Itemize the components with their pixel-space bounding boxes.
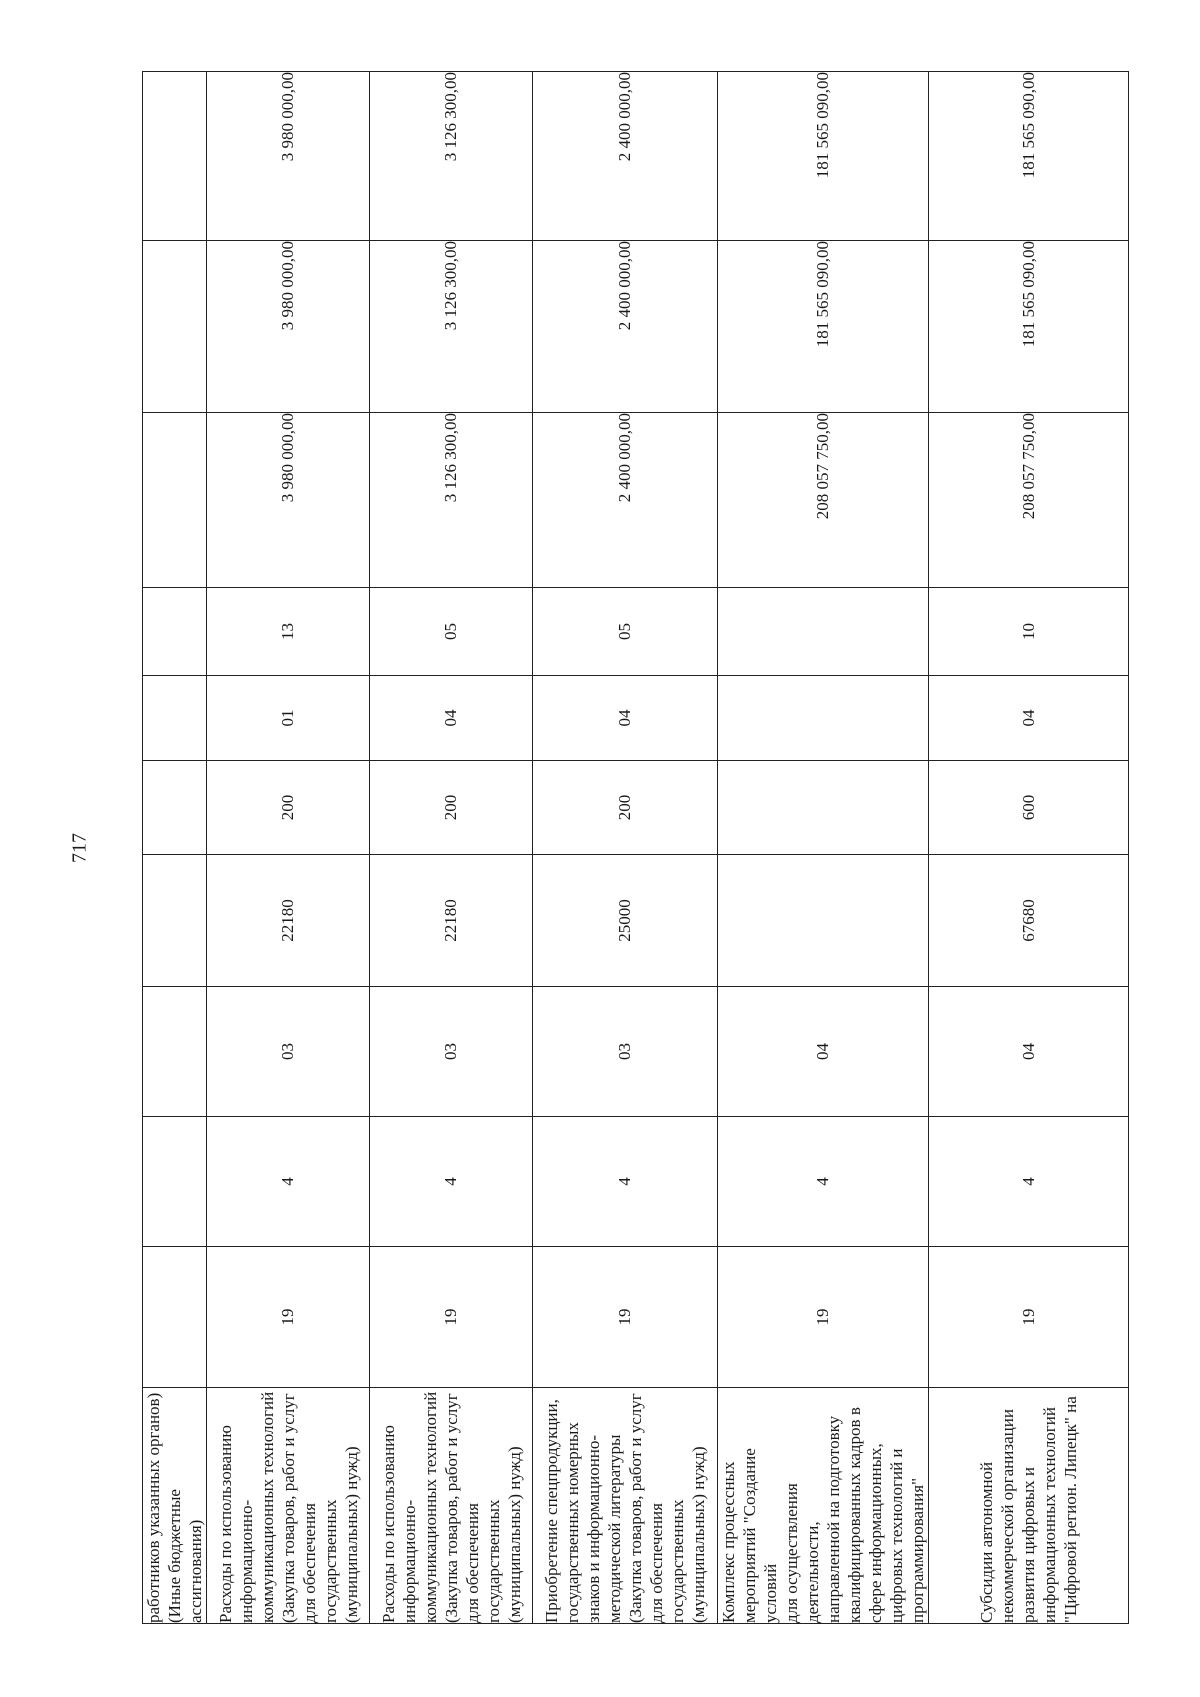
amount-year1-cell: 208 057 750,00 xyxy=(929,413,1129,588)
budget-table xyxy=(142,71,1129,1624)
subsection-code-cell: 13 xyxy=(207,588,370,676)
direction-code-cell xyxy=(143,855,207,987)
table-rotation-wrapper xyxy=(142,72,1104,1624)
expense-type-cell: 200 xyxy=(370,761,533,855)
row-name-cell: Комплекс процессных мероприятий "Создание условий для осуществления деятельности, направленной на подготовку квалифицированных кадров в сфере информационных, цифровых технологий и программирования" xyxy=(718,1388,929,1624)
table-row xyxy=(533,72,718,1624)
section-code-cell: 04 xyxy=(370,676,533,761)
row-name-cell: Приобретение спецпродукции, государственных номерных знаков и информационно- методической литературы (Закупка товаров, работ и услуг для обеспечения государственных (муниципальных) нужд) xyxy=(533,1388,718,1624)
amount-year3-cell: 3 980 000,00 xyxy=(207,72,370,241)
main-event-code-cell: 03 xyxy=(207,987,370,1117)
section-code-cell: 01 xyxy=(207,676,370,761)
expense-type-cell xyxy=(143,761,207,855)
expense-type-cell: 600 xyxy=(929,761,1129,855)
subsection-code-cell: 05 xyxy=(533,588,718,676)
row-name-cell: работников указанных органов) (Иные бюджетные ассигнования) xyxy=(143,1388,207,1624)
row-name-cell: Расходы по использованию информационно- коммуникационных технологий (Закупка товаров, работ и услуг для обеспечения государственных (муниципальных) нужд) xyxy=(370,1388,533,1624)
section-code-cell: 04 xyxy=(929,676,1129,761)
amount-year1-cell: 3 980 000,00 xyxy=(207,413,370,588)
main-event-code-cell xyxy=(143,987,207,1117)
section-code-cell: 04 xyxy=(533,676,718,761)
gp-code-cell: 19 xyxy=(929,1247,1129,1388)
pp-code-cell: 4 xyxy=(207,1117,370,1247)
main-event-code-cell: 04 xyxy=(929,987,1129,1117)
amount-year2-cell: 181 565 090,00 xyxy=(718,241,929,413)
direction-code-cell: 22180 xyxy=(207,855,370,987)
pp-code-cell: 4 xyxy=(533,1117,718,1247)
amount-year2-cell: 2 400 000,00 xyxy=(533,241,718,413)
gp-code-cell: 19 xyxy=(533,1247,718,1388)
pp-code-cell: 4 xyxy=(370,1117,533,1247)
row-name-cell: Субсидии автономной некоммерческой организации развития цифровых и информационных технологий "Цифровой регион. Липецк" на xyxy=(929,1388,1129,1624)
amount-year2-cell: 181 565 090,00 xyxy=(929,241,1129,413)
main-event-code-cell: 04 xyxy=(718,987,929,1117)
amount-year3-cell: 3 126 300,00 xyxy=(370,72,533,241)
direction-code-cell: 25000 xyxy=(533,855,718,987)
subsection-code-cell xyxy=(718,588,929,676)
gp-code-cell: 19 xyxy=(718,1247,929,1388)
subsection-code-cell xyxy=(143,588,207,676)
page-number: 717 xyxy=(68,833,91,863)
section-code-cell xyxy=(718,676,929,761)
table-row xyxy=(207,72,370,1624)
pp-code-cell: 4 xyxy=(929,1117,1129,1247)
amount-year2-cell: 3 980 000,00 xyxy=(207,241,370,413)
subsection-code-cell: 10 xyxy=(929,588,1129,676)
table-row xyxy=(143,72,207,1624)
table-row xyxy=(370,72,533,1624)
pp-code-cell: 4 xyxy=(718,1117,929,1247)
main-event-code-cell: 03 xyxy=(370,987,533,1117)
amount-year1-cell: 208 057 750,00 xyxy=(718,413,929,588)
direction-code-cell xyxy=(718,855,929,987)
amount-year3-cell: 2 400 000,00 xyxy=(533,72,718,241)
pp-code-cell xyxy=(143,1117,207,1247)
gp-code-cell: 19 xyxy=(370,1247,533,1388)
amount-year2-cell: 3 126 300,00 xyxy=(370,241,533,413)
expense-type-cell xyxy=(718,761,929,855)
amount-year3-cell: 181 565 090,00 xyxy=(718,72,929,241)
section-code-cell xyxy=(143,676,207,761)
table-row xyxy=(718,72,929,1624)
expense-type-cell: 200 xyxy=(207,761,370,855)
direction-code-cell: 22180 xyxy=(370,855,533,987)
amount-year3-cell: 181 565 090,00 xyxy=(929,72,1129,241)
amount-year2-cell xyxy=(143,241,207,413)
table-row xyxy=(929,72,1129,1624)
direction-code-cell: 67680 xyxy=(929,855,1129,987)
amount-year1-cell: 3 126 300,00 xyxy=(370,413,533,588)
main-event-code-cell: 03 xyxy=(533,987,718,1117)
row-name-cell: Расходы по использованию информационно- коммуникационных технологий (Закупка товаров, работ и услуг для обеспечения государственных (муниципальных) нужд) xyxy=(207,1388,370,1624)
amount-year3-cell xyxy=(143,72,207,241)
expense-type-cell: 200 xyxy=(533,761,718,855)
gp-code-cell xyxy=(143,1247,207,1388)
subsection-code-cell: 05 xyxy=(370,588,533,676)
gp-code-cell: 19 xyxy=(207,1247,370,1388)
amount-year1-cell: 2 400 000,00 xyxy=(533,413,718,588)
amount-year1-cell xyxy=(143,413,207,588)
